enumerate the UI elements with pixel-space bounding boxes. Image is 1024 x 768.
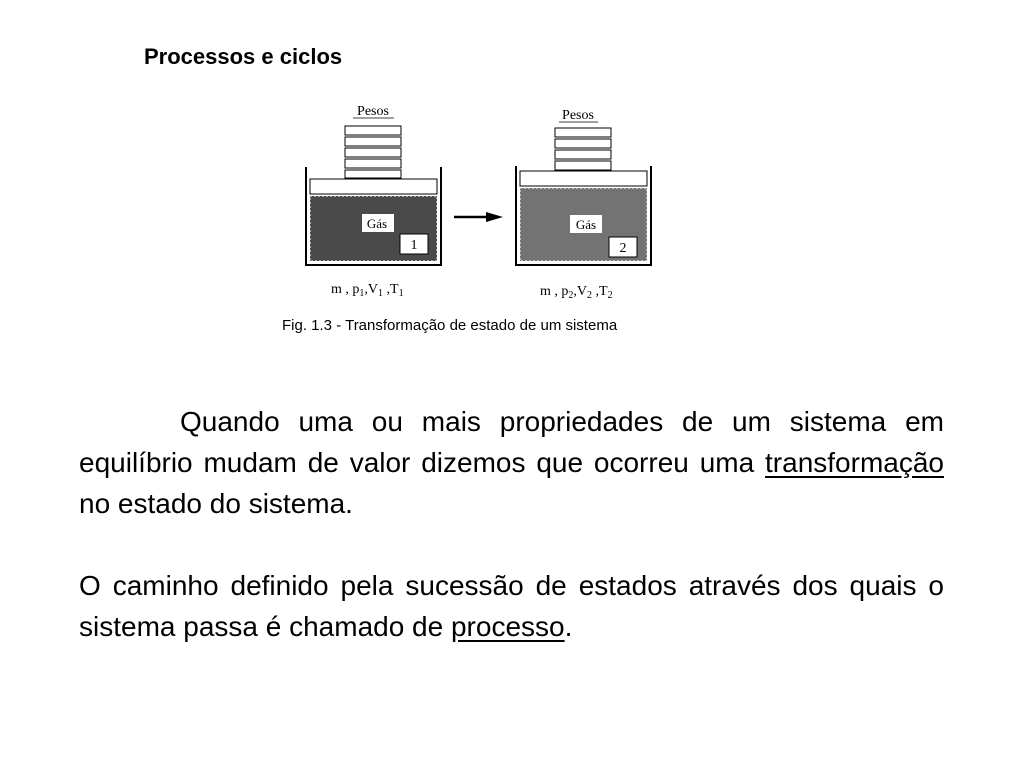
state-1-properties: m , $p_1,V_1$ $,T_1$ (331, 282, 404, 299)
weights-stack-2 (555, 128, 611, 170)
paragraph-1-end: no estado do sistema. (79, 488, 353, 519)
paragraph-2-end: . (564, 611, 573, 642)
weights-stack-1 (345, 126, 401, 178)
state-2-diagram (516, 108, 651, 301)
paragraph-transformation (79, 401, 944, 524)
state-number-1: 1 (410, 238, 418, 253)
state-1-diagram (306, 104, 441, 299)
term-processo: processo (450, 611, 565, 642)
state-2-properties: m , $p_2,V_2$ $,T_2$ (540, 284, 613, 301)
figure-caption: Fig. 1.3 - Transformação de estado de um sistema (282, 317, 618, 334)
piston-2 (520, 171, 647, 186)
weights-label-1: Pesos (357, 104, 389, 119)
transformation-arrow (454, 212, 503, 222)
gas-label-1: Gás (366, 216, 388, 231)
paragraph-process (79, 565, 944, 647)
state-transformation-figure (0, 0, 1024, 360)
slide-title: Processos e ciclos (144, 44, 343, 69)
term-transformacao: transformação (765, 447, 944, 478)
gas-label-2: Gás (575, 217, 597, 232)
state-number-2: 2 (619, 241, 627, 256)
weights-label-2: Pesos (562, 108, 594, 123)
piston-1 (310, 179, 437, 194)
paragraph-2-text: O caminho definido pela sucessão de estados através dos quais o sistema passa é chamado de (79, 570, 944, 642)
paragraph-1-text: Quando uma ou mais propriedades de um sistema em equilíbrio mudam de valor dizemos que ocorreu uma (79, 406, 944, 478)
